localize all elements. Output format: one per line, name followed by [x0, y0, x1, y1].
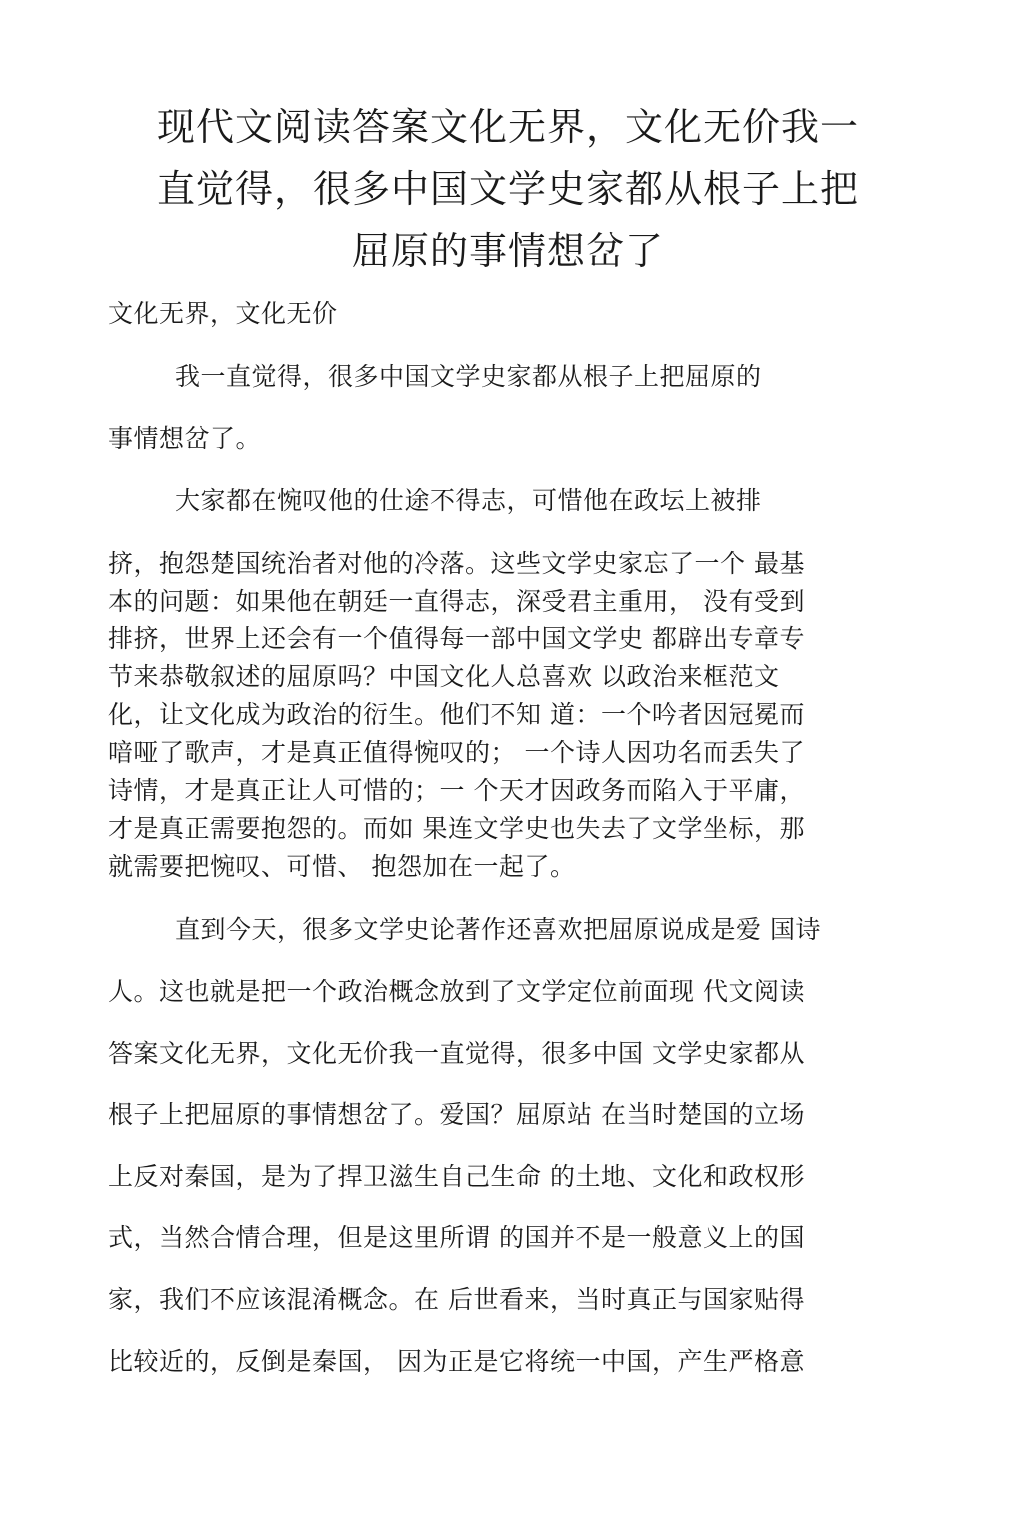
document-title — [108, 96, 908, 282]
body-line: 才是真正需要抱怨的。而如 果连文学史也失去了文学坐标，那 — [108, 814, 805, 843]
body-line: 化，让文化成为政治的衍生。他们不知 道：一个吟者因冠冕而 — [108, 700, 805, 729]
body-line: 喑哑了歌声，才是真正值得惋叹的； 一个诗人因功名而丢失了 — [108, 738, 805, 767]
body-line: 节来恭敬叙述的屈原吗？中国文化人总喜欢 以政治来框范文 — [108, 662, 780, 691]
body-line: 答案文化无界，文化无价我一直觉得，很多中国 文学史家都从 — [108, 1039, 805, 1068]
body-line: 人。这也就是把一个政治概念放到了文学定位前面现 代文阅读 — [108, 977, 805, 1006]
body-line: 我一直觉得，很多中国文学史家都从根子上把屈原的 — [175, 362, 762, 391]
body-line: 式，当然合情合理，但是这里所谓 的国并不是一般意义上的国 — [108, 1223, 805, 1252]
body-line: 比较近的，反倒是秦国， 因为正是它将统一中国，产生严格意 — [108, 1347, 805, 1376]
body-line: 根子上把屈原的事情想岔了。爱国？屈原站 在当时楚国的立场 — [108, 1100, 805, 1129]
body-line: 本的问题：如果他在朝廷一直得志，深受君主重用， 没有受到 — [108, 587, 805, 616]
body-line: 上反对秦国，是为了捍卫滋生自己生命 的土地、文化和政权形 — [108, 1162, 805, 1191]
body-line: 家，我们不应该混淆概念。在 后世看来，当时真正与国家贴得 — [108, 1285, 805, 1314]
section-subtitle: 文化无界，文化无价 — [108, 299, 338, 328]
body-line: 直到今天，很多文学史论著作还喜欢把屈原说成是爱 国诗 — [175, 915, 821, 944]
body-line: 排挤，世界上还会有一个值得每一部中国文学史 都辟出专章专 — [108, 624, 805, 653]
body-line: 就需要把惋叹、可惜、 抱怨加在一起了。 — [108, 852, 576, 881]
title-line: 直觉得，很多中国文学史家都从根子上把 — [156, 167, 859, 211]
body-line: 诗情，才是真正让人可惜的；一 个天才因政务而陷入于平庸， — [108, 776, 805, 805]
body-line: 事情想岔了。 — [108, 424, 262, 453]
title-line: 现代文阅读答案文化无界，文化无价我一 — [156, 105, 859, 149]
body-line: 挤，抱怨楚国统治者对他的冷落。这些文学史家忘了一个 最基 — [108, 549, 805, 578]
body-line: 大家都在惋叹他的仕途不得志，可惜他在政坛上被排 — [175, 486, 762, 515]
title-line: 屈原的事情想岔了 — [351, 229, 664, 273]
